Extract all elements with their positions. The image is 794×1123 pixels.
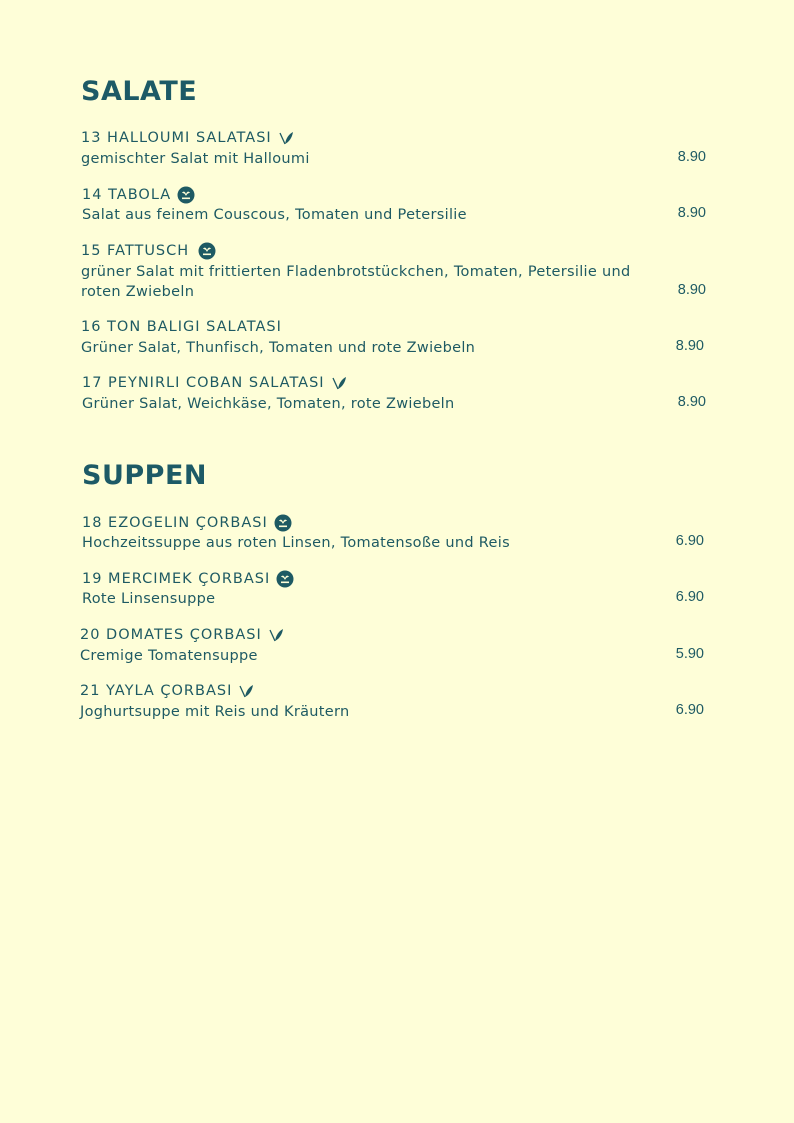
vegan-badge-icon [198, 242, 216, 260]
vegan-badge-icon [177, 186, 195, 204]
salate-heading: SALATE [81, 76, 198, 107]
item-price: 8.90 [677, 205, 706, 221]
item-name: 21 YAYLA ÇORBASI [80, 683, 233, 699]
item-description: Grüner Salat, Weichkäse, Tomaten, rote Zwiebeln [82, 396, 455, 412]
item-price: 5.90 [675, 646, 704, 662]
item-description: Salat aus feinem Couscous, Tomaten und Petersilie [82, 207, 467, 223]
item-description: Joghurtsuppe mit Reis und Kräutern [80, 704, 350, 720]
item-description: gemischter Salat mit Halloumi [81, 151, 310, 167]
item-price: 8.90 [677, 282, 706, 298]
item-description: grüner Salat mit frittierten Fladenbrotstückchen, Tomaten, Petersilie und roten Zwiebeln [81, 264, 631, 300]
item-price: 8.90 [677, 149, 706, 165]
vegetarian-leaf-icon [238, 683, 254, 699]
vegetarian-leaf-icon [268, 627, 284, 643]
item-description: Grüner Salat, Thunfisch, Tomaten und rote Zwiebeln [81, 340, 476, 356]
item-name: 14 TABOLA [82, 187, 172, 203]
item-price: 6.90 [675, 533, 704, 549]
item-price: 8.90 [677, 394, 706, 410]
vegetarian-leaf-icon [331, 375, 347, 391]
item-name: 20 DOMATES ÇORBASI [80, 627, 262, 643]
vegetarian-leaf-icon [278, 130, 294, 146]
item-description: Rote Linsensuppe [82, 591, 216, 607]
item-name: 13 HALLOUMI SALATASI [81, 130, 272, 146]
item-name: 19 MERCIMEK ÇORBASI [82, 571, 271, 587]
item-name: 18 EZOGELIN ÇORBASI [82, 515, 268, 531]
vegan-badge-icon [276, 570, 294, 588]
item-description: Cremige Tomatensuppe [80, 648, 258, 664]
item-name: 17 PEYNIRLI COBAN SALATASI [82, 375, 325, 391]
item-price: 6.90 [675, 702, 704, 718]
item-price: 6.90 [675, 589, 704, 605]
item-description: Hochzeitssuppe aus roten Linsen, Tomatensoße und Reis [82, 535, 510, 551]
item-name: 16 TON BALIGI SALATASI [81, 319, 282, 335]
item-price: 8.90 [675, 338, 704, 354]
suppen-heading: SUPPEN [82, 460, 207, 491]
item-name: 15 FATTUSCH [81, 243, 190, 259]
vegan-badge-icon [274, 514, 292, 532]
